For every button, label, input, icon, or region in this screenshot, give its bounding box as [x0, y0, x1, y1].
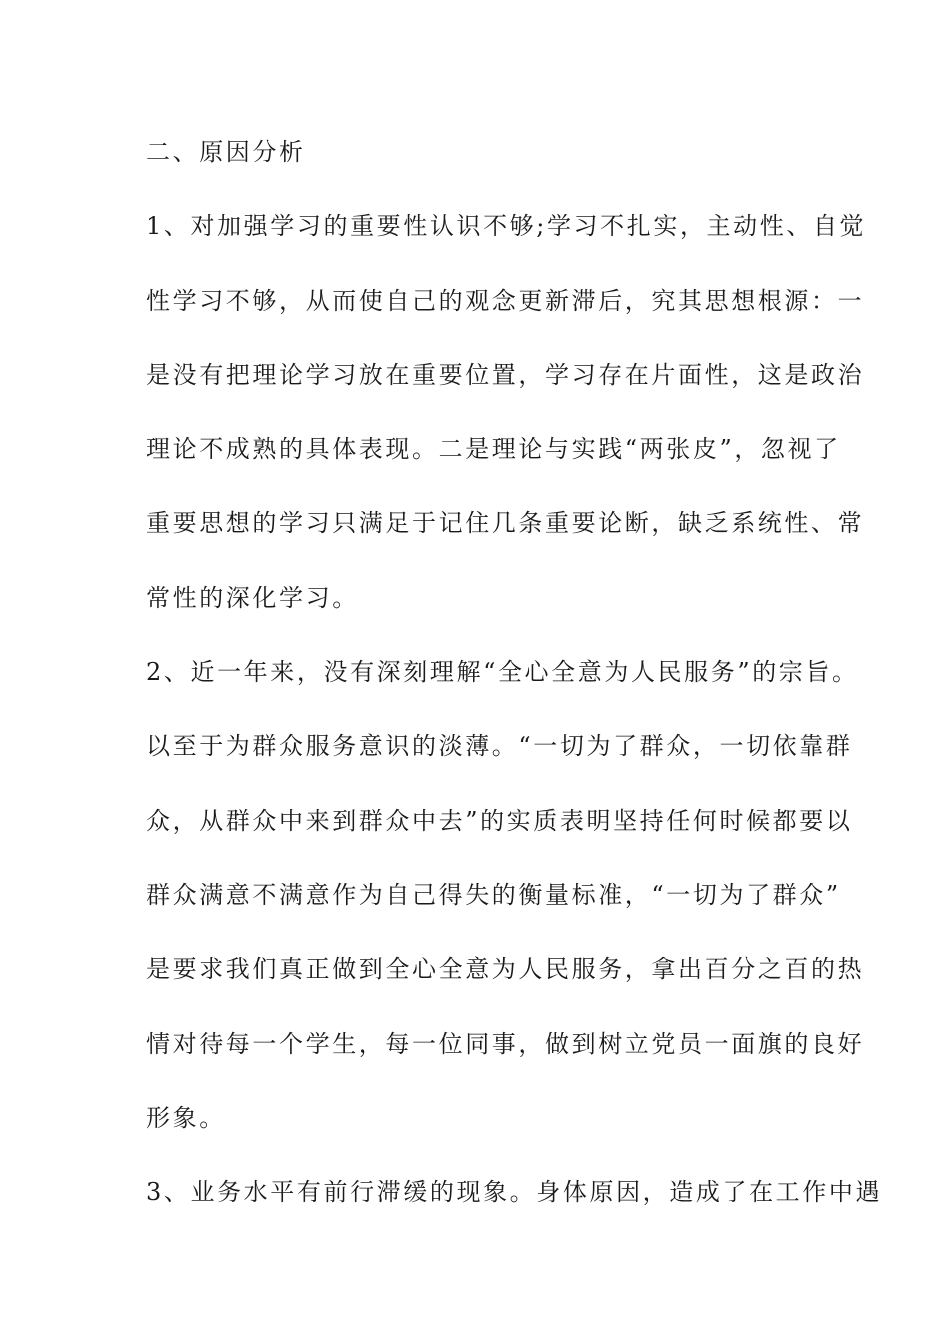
text-line: 是没有把理论学习放在重要位置，学习存在片面性，这是政治 — [146, 360, 865, 389]
section-heading: 二、原因分析 — [146, 138, 306, 166]
text-line: 众，从群众中来到群众中去”的实质表明坚持任何时候都要以 — [146, 806, 853, 835]
document-body — [146, 128, 883, 1242]
text-line: 性学习不够，从而使自己的观念更新滞后，究其思想根源：一 — [146, 286, 865, 315]
text-line: 2、近一年来，没有深刻理解“全心全意为人民服务”的宗旨。 — [146, 658, 859, 687]
text-line: 情对待每一个学生，每一位同事，做到树立党员一面旗的良好 — [146, 1029, 865, 1058]
text-line: 1、对加强学习的重要性认识不够;学习不扎实，主动性、自觉 — [146, 212, 867, 241]
text-line: 理论不成熟的具体表现。二是理论与实践“两张皮”，忽视了 — [146, 435, 841, 464]
text-line: 群众满意不满意作为自己得失的衡量标准，“一切为了群众” — [146, 880, 841, 909]
text-line: 常性的深化学习。 — [146, 583, 359, 612]
text-line: 以至于为群众服务意识的淡薄。“一切为了群众，一切依靠群 — [146, 732, 853, 761]
text-line: 重要思想的学习只满足于记住几条重要论断，缺乏系统性、常 — [146, 509, 865, 538]
text-line: 是要求我们真正做到全心全意为人民服务，拿出百分之百的热 — [146, 955, 865, 984]
text-line: 形象。 — [146, 1103, 226, 1132]
text-line: 3、业务水平有前行滞缓的现象。身体原因，造成了在工作中遇 — [146, 1178, 883, 1207]
